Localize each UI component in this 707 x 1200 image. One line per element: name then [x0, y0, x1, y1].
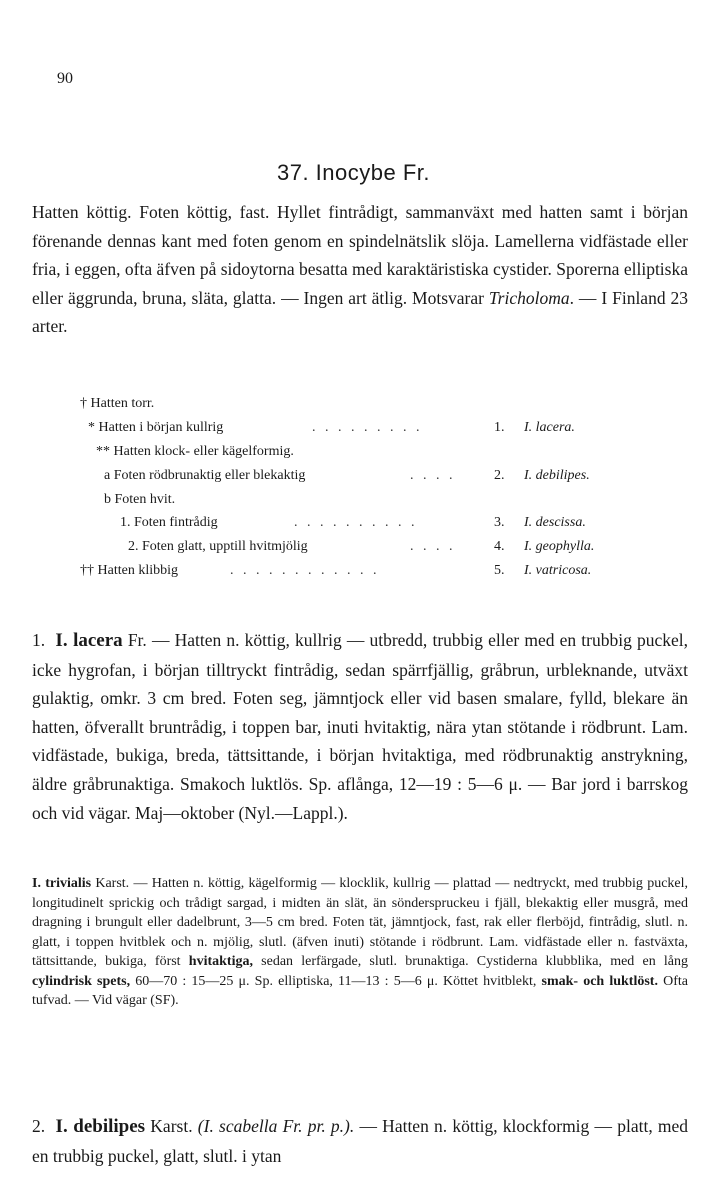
identification-key — [80, 396, 640, 587]
variety-name: I. trivialis — [32, 876, 92, 891]
key-leader: . . . . — [410, 467, 456, 483]
key-label: †† Hatten klibbig — [80, 563, 178, 579]
key-species: I. descissa. — [524, 515, 586, 531]
variety-description: sedan lerfärgade, slutl. brunaktiga. Cystiderna klubblika, med en lång — [252, 954, 688, 969]
key-row — [80, 468, 640, 492]
variety-emphasis: hvitaktiga, — [188, 954, 253, 969]
key-number: 4. — [494, 539, 505, 555]
variety-author: Karst. — [95, 876, 130, 891]
key-label: ** Hatten klock- eller kägelformig. — [96, 443, 294, 459]
key-row — [80, 396, 640, 420]
species-description: — Hatten n. köttig, kullrig — utbredd, trubbig eller med en trubbig puckel, icke hygrofan, i början tilltryckt fintrådig, sedan spärrfjällig, gråbrun, urbleknande, utväxt gulaktig, omkr. 3 cm bred. Foten seg, jämntjock eller vid basen smalare, fylld, blekare än hatten, öfverallt bruntrådig, i toppen bar, inuti hvitaktig, nära ytan stötande i rödbrunt. Lam. vidfästade, bukiga, breda, tättsittande, i början hvitaktiga, med rödbrunaktig anstrykning, äldre gråbrunaktiga. Smakoch luktlös. Sp. aflånga, 12—19 : 5—6 μ. — Bar jord i barrskog och vid vägar. Maj—oktober (Nyl.—Lappl.). — [32, 630, 689, 823]
key-row — [80, 539, 640, 563]
key-number: 1. — [494, 419, 505, 435]
key-label: 1. Foten fintrådig — [120, 515, 218, 531]
variety-emphasis: cylindrisk spets, — [32, 973, 131, 989]
species-synonym: (I. scabella Fr. pr. p.). — [197, 1116, 355, 1136]
variety-emphasis: smak- och luktlöst. — [541, 973, 658, 989]
key-species: I. lacera. — [524, 419, 575, 435]
key-leader: . . . . . . . . . . — [294, 515, 418, 531]
genus-description — [32, 198, 688, 341]
species-entry-debilipes — [32, 1112, 688, 1170]
species-entry-lacera — [32, 626, 688, 827]
key-label: a Foten rödbrunaktig eller blekaktig — [104, 467, 306, 483]
key-row — [80, 515, 640, 539]
species-name: I. lacera — [55, 630, 123, 651]
species-author: Fr. — [127, 630, 147, 650]
species-number: 1. — [32, 630, 46, 650]
genus-heading: 37. Inocybe Fr. — [276, 160, 431, 185]
key-leader: . . . . — [410, 539, 456, 555]
variety-description: — Hatten n. köttig, kägelformig — klocklik, kullrig — plattad — nedtryckt, med trubbig puckel, longitudinelt sprickig och trådigt sargad, i midten än slät, än sönderspruckeu i fjäll, blekaktig eller musgrå, med dragning i brungult eller dadelbrunt, 3—5 cm bred. Foten tät, jämntjock, fast, rak eller flerböjd, fintrådig, slutl. n. glatt, i toppen hvitblek och n. mjölig, slutl. (äfven inuti) stötande i rödbrunt. Lam. vidfästade eller n. fastväxta, tättsittande, bukiga, först — [32, 876, 689, 969]
key-number: 2. — [494, 467, 505, 483]
key-number: 3. — [494, 515, 505, 531]
key-species: I. vatricosa. — [524, 563, 592, 579]
key-species: I. geophylla. — [524, 539, 595, 555]
key-species: I. debilipes. — [524, 467, 590, 483]
key-row — [80, 492, 640, 516]
variety-description: 60—70 : 15—25 μ. Sp. elliptiska, 11—13 : 5—6 μ. Köttet hvitblekt, — [130, 973, 542, 989]
species-description: — Hatten n. köttig, klockformig — platt, med en trubbig puckel, glatt, slutl. i ytan — [32, 1116, 689, 1166]
key-label: 2. Foten glatt, upptill hvitmjölig — [128, 539, 308, 555]
genus-comparison: Tricholoma — [488, 287, 570, 308]
species-author: Karst. — [150, 1116, 193, 1136]
key-label: † Hatten torr. — [80, 396, 155, 411]
genus-description-text: Hatten köttig. Foten köttig, fast. Hyllet fintrådigt, sammanväxt med hatten samt i början förenande dennas kant med foten genom en spindelnätslik slöja. Lamellerna vidfästade eller fria, i eggen, ofta äfven på sidoytorna besatta med karaktäristiska cystider. Sporerna elliptiska eller äggrunda, bruna, släta, glatta. — Ingen art ätlig. Motsvarar — [32, 202, 688, 308]
key-row — [80, 444, 640, 468]
key-row — [80, 563, 640, 587]
key-leader: . . . . . . . . . — [312, 419, 423, 435]
species-name: I. debilipes — [55, 1116, 146, 1137]
key-row — [80, 420, 640, 444]
genus-description-end: . — I Finland 23 arter. — [32, 287, 688, 337]
key-label: * Hatten i början kullrig — [88, 419, 224, 435]
variety-description: Ofta tufvad. — Vid vägar (SF). — [32, 973, 688, 1008]
variety-entry-trivialis — [32, 874, 688, 1011]
key-number: 5. — [494, 563, 505, 579]
key-label: b Foten hvit. — [104, 491, 176, 507]
page-number: 90 — [57, 70, 73, 87]
key-leader: . . . . . . . . . . . . — [230, 563, 380, 579]
species-number: 2. — [32, 1116, 46, 1136]
